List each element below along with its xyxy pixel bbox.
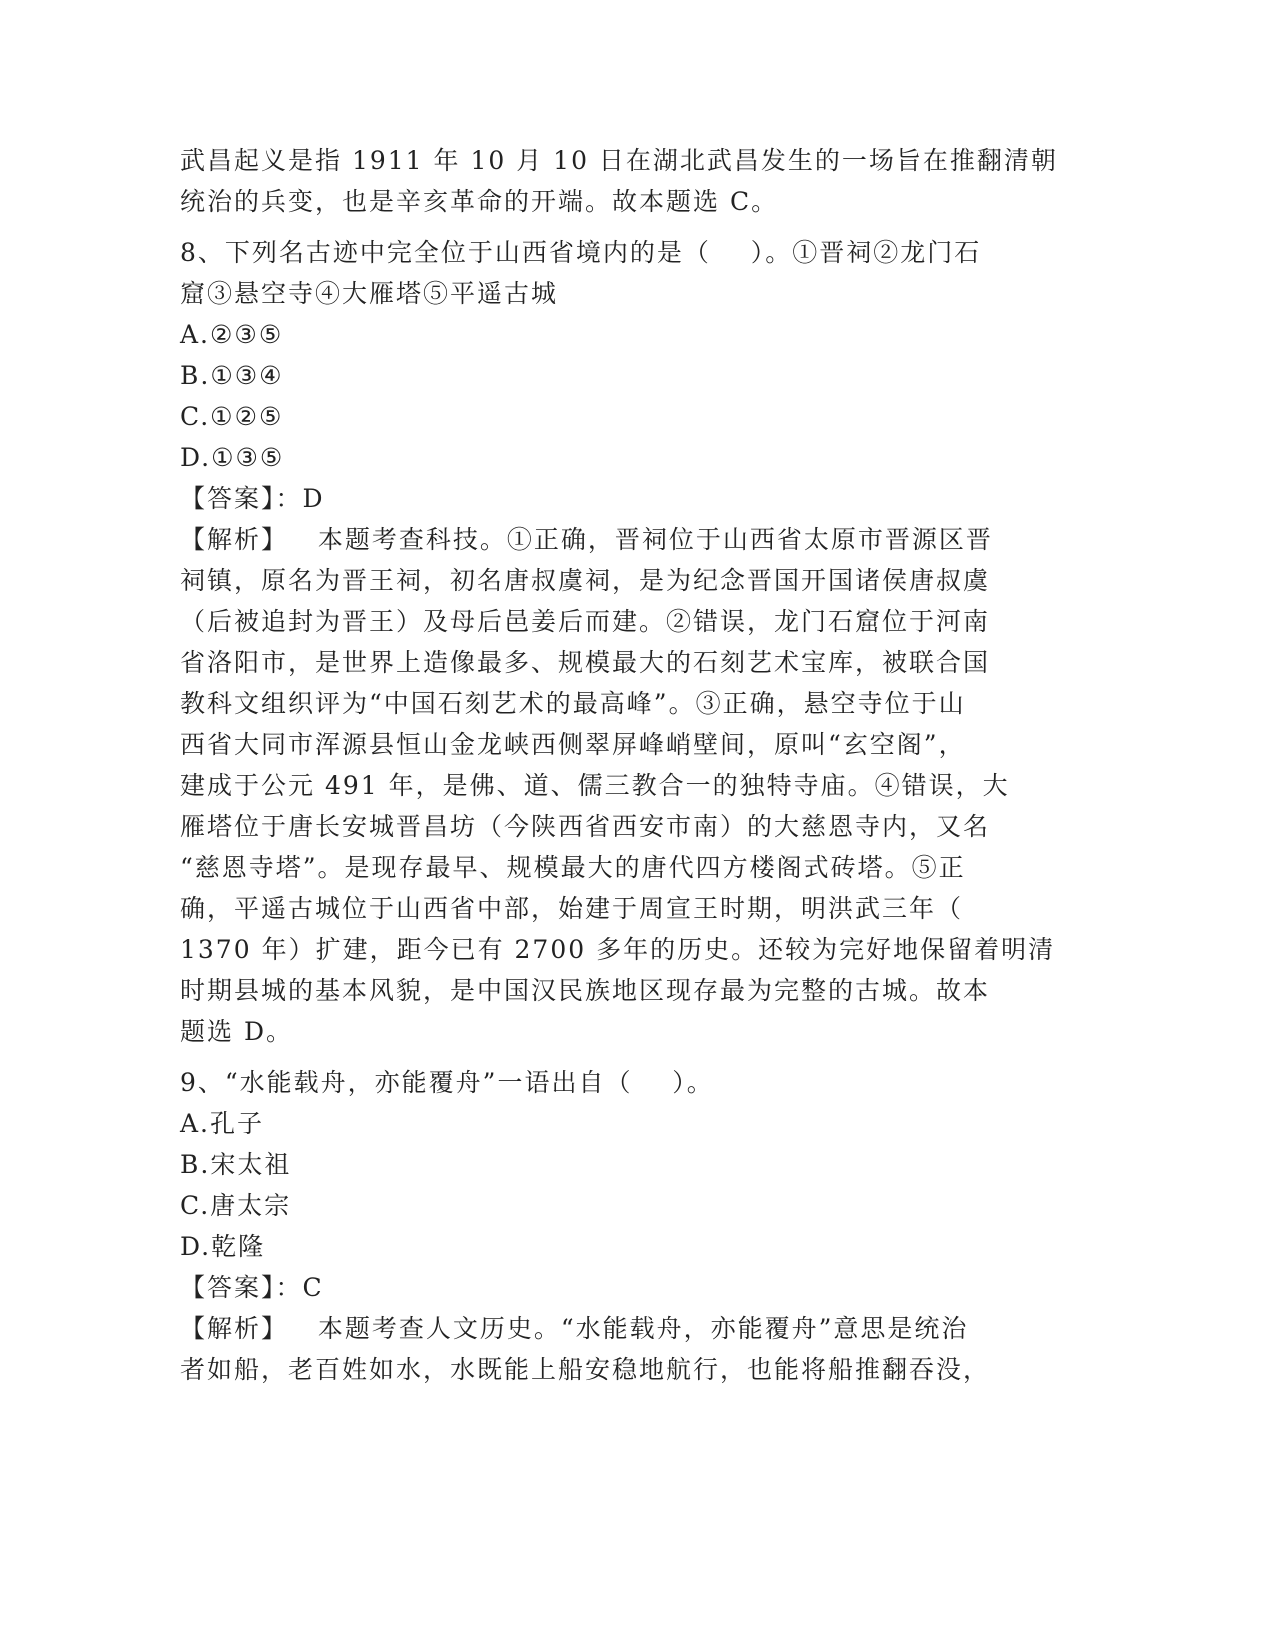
analysis-line: 时期县城的基本风貌，是中国汉民族地区现存最为完整的古城。故本: [180, 976, 991, 1005]
option-d: D.乾隆: [180, 1232, 266, 1261]
analysis-line: 者如船，老百姓如水，水既能上船安稳地航行，也能将船推翻吞没，: [180, 1355, 991, 1384]
option-c: C.①②⑤: [180, 402, 284, 431]
analysis-line: 确，平遥古城位于山西省中部，始建于周宣王时期，明洪武三年（: [180, 894, 964, 923]
option-c: C.唐太宗: [180, 1191, 292, 1220]
option-a: A.孔子: [180, 1109, 265, 1138]
option-d: D.①③⑤: [180, 443, 285, 472]
analysis-line: 1370 年）扩建，距今已有 2700 多年的历史。还较为完好地保留着明清: [180, 935, 1056, 964]
answer-label: 【答案】：D: [180, 484, 325, 513]
question-9: [180, 1062, 1030, 1390]
analysis-line: 题选 D。: [180, 1017, 293, 1046]
previous-analysis-continuation: [180, 140, 1058, 222]
analysis-line: “慈恩寺塔”。是现存最早、规模最大的唐代四方楼阁式砖塔。⑤正: [180, 853, 966, 882]
question-stem: 窟③悬空寺④大雁塔⑤平遥古城: [180, 279, 559, 308]
option-a: A.②③⑤: [180, 320, 284, 349]
question-stem: 9、“水能载舟，亦能覆舟”一语出自（ ）。: [180, 1068, 714, 1097]
text-line: 武昌起义是指 1911 年 10 月 10 日在湖北武昌发生的一场旨在推翻清朝: [180, 146, 1058, 175]
question-stem: 8、下列名古迹中完全位于山西省境内的是（ ）。①晋祠②龙门石: [180, 238, 982, 267]
document-page: [180, 140, 1058, 1390]
option-b: B.宋太祖: [180, 1150, 292, 1179]
question-8: [180, 232, 1056, 1052]
analysis-line: 教科文组织评为“中国石刻艺术的最高峰”。③正确，悬空寺位于山: [180, 689, 966, 718]
analysis-block: [180, 1308, 1030, 1390]
text-line: 统治的兵变，也是辛亥革命的开端。故本题选 C。: [180, 187, 779, 216]
option-b: B.①③④: [180, 361, 284, 390]
answer-label: 【答案】：C: [180, 1273, 324, 1302]
analysis-line: 雁塔位于唐长安城晋昌坊（今陕西省西安市南）的大慈恩寺内，又名: [180, 812, 991, 841]
analysis-line: 西省大同市浑源县恒山金龙峡西侧翠屏峰峭壁间，原叫“玄空阁”，: [180, 730, 966, 759]
analysis-line: 省洛阳市，是世界上造像最多、规模最大的石刻艺术宝库，被联合国: [180, 648, 991, 677]
analysis-line: 建成于公元 491 年，是佛、道、儒三教合一的独特寺庙。④错误，大: [180, 771, 1010, 800]
analysis-line: 【解析】 本题考查人文历史。“水能载舟，亦能覆舟”意思是统治: [180, 1314, 969, 1343]
analysis-line: （后被追封为晋王）及母后邑姜后而建。②错误，龙门石窟位于河南: [180, 607, 991, 636]
analysis-line: 祠镇，原名为晋王祠，初名唐叔虞祠，是为纪念晋国开国诸侯唐叔虞: [180, 566, 991, 595]
analysis-line: 【解析】 本题考查科技。①正确，晋祠位于山西省太原市晋源区晋: [180, 525, 993, 554]
analysis-block: [180, 519, 1056, 1052]
